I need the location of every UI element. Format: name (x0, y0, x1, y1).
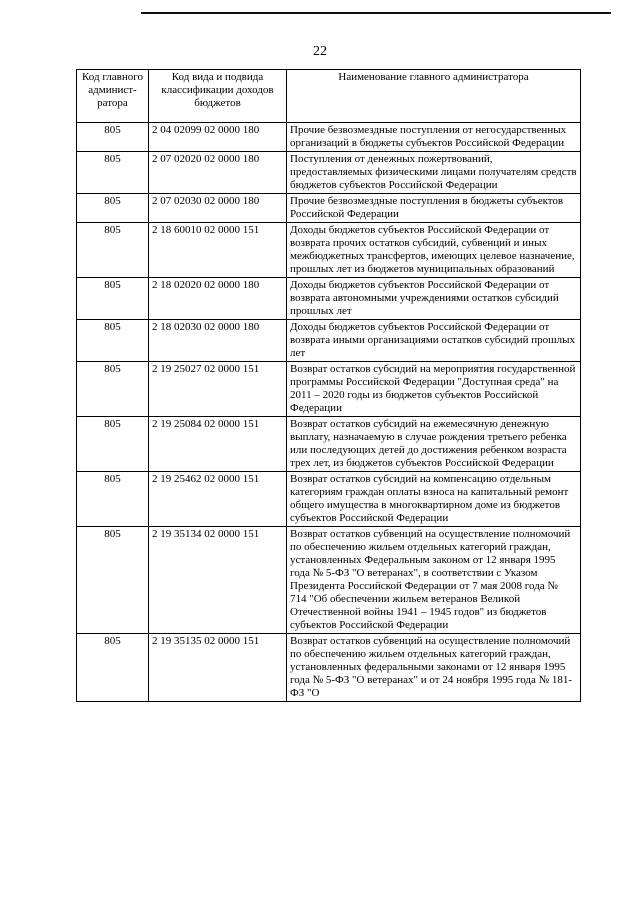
admin-name-cell: Возврат остатков субвенций на осуществление полномочий по обеспечению жильем отдельных категорий граждан, установленных федеральными законами от 12 января 1995 года № 5-ФЗ "О ветеранах" и от 24 ноября 1995 года № 181-ФЗ "О (287, 634, 581, 702)
revenue-code-cell: 2 18 02030 02 0000 180 (149, 320, 287, 362)
admin-code-cell: 805 (77, 527, 149, 634)
revenue-code-cell: 2 19 25027 02 0000 151 (149, 362, 287, 417)
revenue-code-cell: 2 18 60010 02 0000 151 (149, 223, 287, 278)
table-row (77, 152, 581, 194)
admin-name-cell: Возврат остатков субсидий на компенсацию отдельным категориям граждан оплаты взноса на капитальный ремонт общего имущества в многоквартирном доме из бюджетов субъектов Российской Федерации (287, 472, 581, 527)
admin-name-cell: Доходы бюджетов субъектов Российской Федерации от возврата прочих остатков субсидий, субвенций и иных межбюджетных трансфертов, имеющих целевое назначение, прошлых лет из бюджетов муниципальных образований (287, 223, 581, 278)
revenue-code-cell: 2 19 35134 02 0000 151 (149, 527, 287, 634)
admin-code-cell: 805 (77, 417, 149, 472)
admin-code-cell: 805 (77, 362, 149, 417)
admin-name-cell: Прочие безвозмездные поступления от негосударственных организаций в бюджеты субъектов Российской Федерации (287, 123, 581, 152)
admin-name-cell: Доходы бюджетов субъектов Российской Федерации от возврата иными организациями остатков субсидий прошлых лет (287, 320, 581, 362)
top-rule (141, 12, 611, 14)
admin-name-cell: Возврат остатков субсидий на ежемесячную денежную выплату, назначаемую в случае рождения третьего ребенка или последующих детей до достижения ребенком возраста трех лет, из бюджетов субъектов Российской Федерации (287, 417, 581, 472)
admin-code-cell: 805 (77, 320, 149, 362)
revenue-code-cell: 2 07 02030 02 0000 180 (149, 194, 287, 223)
admin-code-cell: 805 (77, 194, 149, 223)
revenue-code-cell: 2 07 02020 02 0000 180 (149, 152, 287, 194)
admin-code-cell: 805 (77, 123, 149, 152)
revenue-code-cell: 2 19 35135 02 0000 151 (149, 634, 287, 702)
revenue-code-cell: 2 19 25084 02 0000 151 (149, 417, 287, 472)
header-admin-code: Код главного админист-ратора (77, 70, 149, 123)
table-row (77, 362, 581, 417)
admin-code-cell: 805 (77, 634, 149, 702)
admin-name-cell: Поступления от денежных пожертвований, предоставляемых физическими лицами получателям средств бюджетов субъектов Российской Федерации (287, 152, 581, 194)
admin-code-cell: 805 (77, 472, 149, 527)
admin-code-cell: 805 (77, 278, 149, 320)
table-row (77, 527, 581, 634)
table-row (77, 194, 581, 223)
table-row (77, 634, 581, 702)
table-header-row (77, 70, 581, 123)
admin-name-cell: Возврат остатков субсидий на мероприятия государственной программы Российской Федерации "Доступная среда" на 2011 – 2020 годы из бюджетов субъектов Российской Федерации (287, 362, 581, 417)
revenue-classification-table (76, 69, 581, 702)
table-row (77, 278, 581, 320)
table-row (77, 320, 581, 362)
revenue-code-cell: 2 18 02020 02 0000 180 (149, 278, 287, 320)
admin-code-cell: 805 (77, 223, 149, 278)
table-row (77, 223, 581, 278)
revenue-code-cell: 2 04 02099 02 0000 180 (149, 123, 287, 152)
page-number: 22 (313, 44, 327, 59)
revenue-code-cell: 2 19 25462 02 0000 151 (149, 472, 287, 527)
table-row (77, 123, 581, 152)
admin-name-cell: Возврат остатков субвенций на осуществление полномочий по обеспечению жильем отдельных категорий граждан, установленных Федеральным законом от 12 января 1995 года № 5-ФЗ "О ветеранах", в соответствии с Указом Президента Российской Федерации от 7 мая 2008 года № 714 "Об обеспечении жильем ветеранов Великой Отечественной войны 1941 – 1945 годов" из бюджетов субъектов Российской Федерации (287, 527, 581, 634)
admin-name-cell: Доходы бюджетов субъектов Российской Федерации от возврата автономными учреждениями остатков субсидий прошлых лет (287, 278, 581, 320)
admin-name-cell: Прочие безвозмездные поступления в бюджеты субъектов Российской Федерации (287, 194, 581, 223)
admin-code-cell: 805 (77, 152, 149, 194)
table-row (77, 472, 581, 527)
header-revenue-code: Код вида и подвида классификации доходов бюджетов (149, 70, 287, 123)
table-row (77, 417, 581, 472)
header-admin-name: Наименование главного администратора (287, 70, 581, 123)
